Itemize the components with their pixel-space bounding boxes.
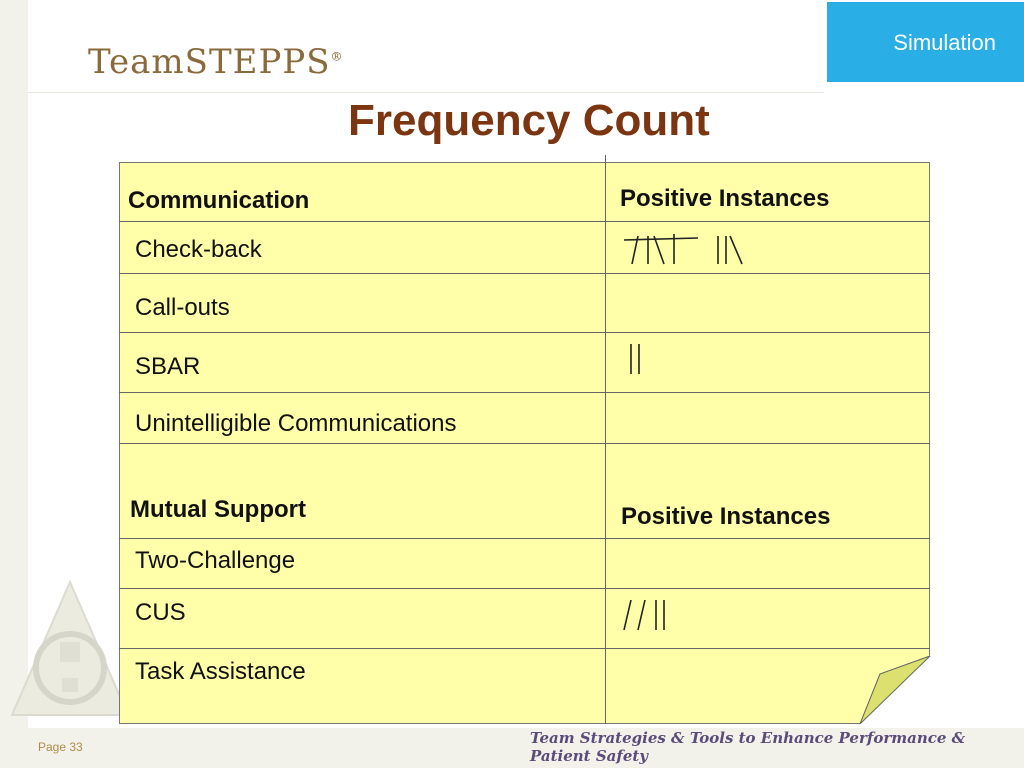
- teamstepps-logo: [88, 42, 344, 82]
- teamstepps-emblem-icon: [10, 580, 130, 720]
- header-rule: [28, 92, 824, 93]
- row-divider: [119, 538, 930, 539]
- simulation-tab-label: Simulation: [893, 30, 996, 55]
- row-divider: [119, 392, 930, 393]
- tally-marks-cus: [618, 596, 678, 636]
- slide-title: Frequency Count: [348, 96, 710, 145]
- page-number: Page 33: [38, 740, 83, 754]
- row-divider: [119, 588, 930, 589]
- logo-text: TeamSTEPPS: [88, 42, 331, 82]
- communication-heading: Communication: [128, 187, 310, 214]
- row-divider: [119, 443, 930, 444]
- mutual-support-heading: Mutual Support: [130, 496, 306, 523]
- row-divider: [119, 221, 930, 222]
- registered-mark: ®: [330, 49, 344, 64]
- row-label-sbar: SBAR: [135, 353, 201, 380]
- footer-tagline: Team Strategies & Tools to Enhance Performance & Patient Safety: [530, 729, 966, 765]
- row-label-unintelligible: Unintelligible Communications: [135, 410, 457, 437]
- positive-instances-heading: Positive Instances: [620, 185, 830, 212]
- row-label-two-challenge: Two-Challenge: [135, 547, 296, 574]
- row-label-cus: CUS: [135, 599, 186, 626]
- row-divider: [119, 648, 930, 649]
- page-curl-icon: [860, 656, 932, 724]
- row-label-check-back: Check-back: [135, 236, 262, 263]
- tally-marks-sbar: [622, 340, 652, 380]
- row-label-task-assistance: Task Assistance: [135, 658, 306, 685]
- column-divider: [605, 155, 606, 724]
- row-divider: [119, 273, 930, 274]
- row-divider: [119, 332, 930, 333]
- positive-instances-heading-2: Positive Instances: [621, 503, 831, 530]
- simulation-tab[interactable]: [827, 2, 1024, 82]
- row-label-call-outs: Call-outs: [135, 294, 230, 321]
- tally-marks-check-back: [618, 228, 758, 268]
